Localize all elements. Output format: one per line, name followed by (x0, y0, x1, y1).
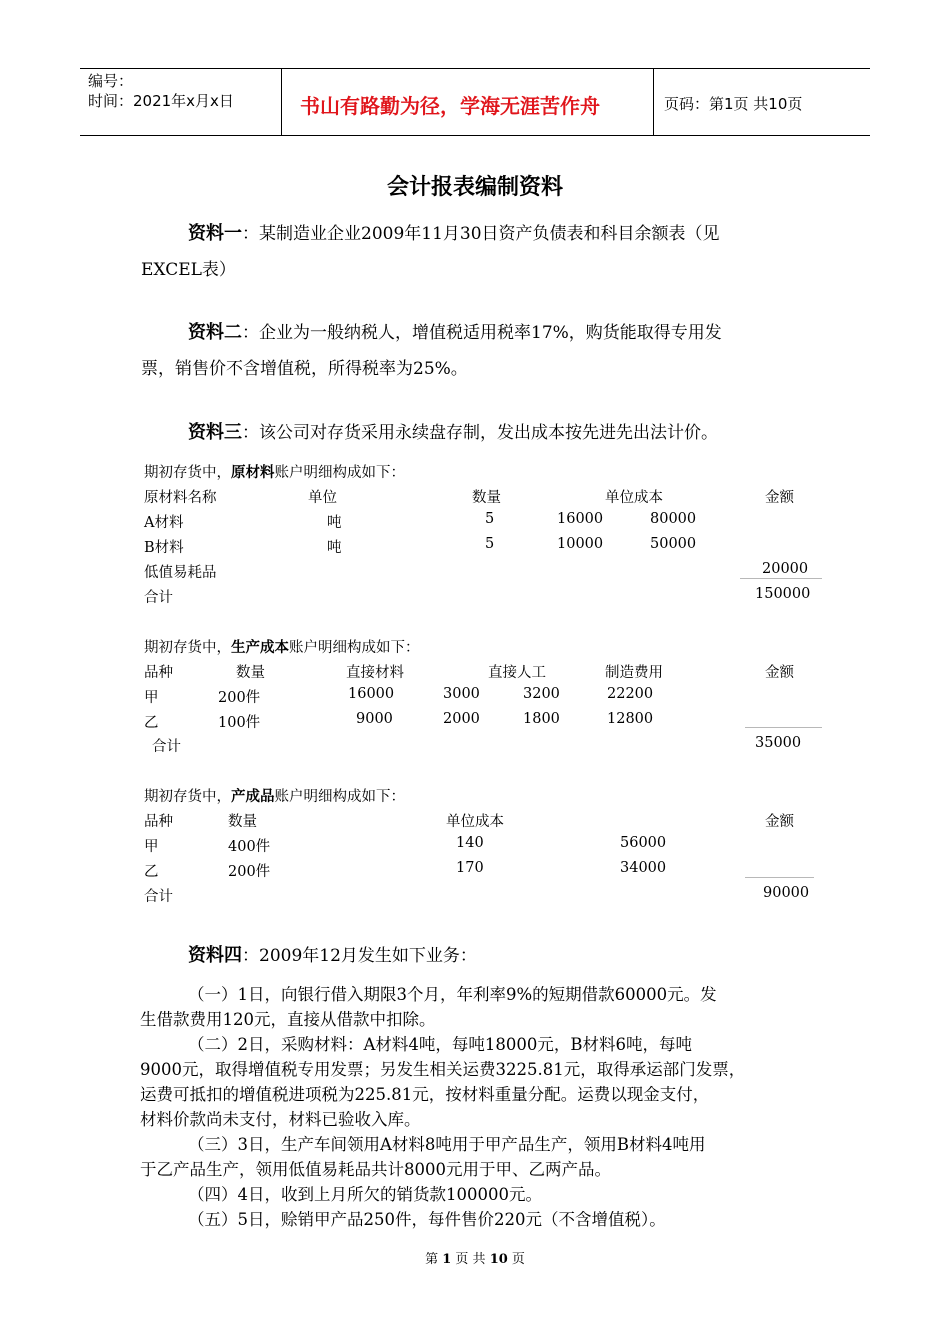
business-line: 生借款费用120元，直接从借款中扣除。 (140, 1010, 436, 1029)
rm-header-amount: 金额 (765, 490, 794, 506)
doc-time-label: 时间：2021年x月x日 (88, 92, 234, 110)
rm-header-unit-cost: 单位成本 (605, 490, 663, 506)
pc-row2-qty: 100件 (218, 715, 261, 731)
business-line: 9000元，取得增值税专用发票；另发生相关运费3225.81元，取得承运部门发票， (140, 1060, 746, 1079)
material1-line1 (188, 216, 720, 252)
material2-line2: 票，销售价不含增值税，所得税率为25%。 (141, 359, 468, 379)
rm-row2-unit: 吨 (327, 540, 342, 556)
business-line: （四）4日，收到上月所欠的销货款100000元。 (188, 1185, 542, 1204)
pc-total-label: 合计 (152, 739, 181, 755)
material3-text1: ：该公司对存货采用永续盘存制，发出成本按先进先出法计价。 (242, 423, 718, 443)
footer-suffix: 页 (511, 1252, 525, 1267)
intro-account: 原材料 (231, 465, 275, 481)
business-line: （二）2日，采购材料：A材料4吨，每吨18000元，B材料6吨，每吨 (188, 1035, 693, 1054)
page-footer (0, 1248, 950, 1267)
rm-total: 150000 (755, 586, 811, 602)
header-top-rule (80, 68, 870, 69)
rm-header-name: 原材料名称 (144, 490, 217, 506)
material1-line2: EXCEL表） (141, 260, 236, 280)
business-line: 于乙产品生产，领用低值易耗品共计8000元用于甲、乙两产品。 (140, 1160, 611, 1179)
business-line: （三）3日，生产车间领用A材料8吨用于甲产品生产，领用B材料4吨用 (188, 1135, 706, 1154)
header-divider-left (281, 68, 282, 136)
material4-text1: ：2009年12月发生如下业务： (242, 946, 477, 966)
business-line: （五）5日，赊销甲产品250件，每件售价220元（不含增值税）。 (188, 1210, 666, 1229)
pc-total: 35000 (755, 735, 802, 751)
pc-row1-overhead: 3200 (523, 686, 560, 702)
fg-row1-unit-cost: 140 (456, 835, 484, 851)
fg-row1-amount: 56000 (620, 835, 667, 851)
material3-label: 资料三 (188, 422, 242, 443)
footer-total-pages: 10 (489, 1252, 508, 1267)
doc-code-label: 编号： (88, 72, 134, 90)
rm-total-label: 合计 (144, 590, 173, 606)
footer-page-number: 1 (442, 1252, 452, 1267)
material2-text1: ：企业为一般纳税人，增值税适用税率17%，购货能取得专用发 (242, 323, 722, 343)
rm-header-qty: 数量 (472, 490, 501, 506)
pc-header-direct-labor: 直接人工 (488, 665, 546, 681)
fg-row2-kind: 乙 (144, 864, 159, 880)
pc-row1-direct-material: 16000 (348, 686, 395, 702)
pc-header-qty: 数量 (236, 665, 265, 681)
intro-suffix: 账户明细构成如下： (289, 640, 420, 656)
pc-row2-direct-material: 9000 (356, 711, 393, 727)
fg-header-unit-cost: 单位成本 (446, 814, 504, 830)
header-divider-right (653, 68, 654, 136)
fg-subtotal-rule (745, 877, 814, 878)
rm-row2-qty: 5 (485, 536, 495, 552)
page-title: 会计报表编制资料 (386, 175, 563, 200)
rm-row1-qty: 5 (485, 511, 495, 527)
rm-subtotal-rule (740, 578, 822, 579)
material3-line1 (188, 415, 718, 451)
rm-row1-unit: 吨 (327, 515, 342, 531)
production-cost-intro (144, 636, 420, 657)
intro-suffix: 账户明细构成如下： (274, 789, 405, 805)
intro-account: 产成品 (231, 789, 275, 805)
fg-header-kind: 品种 (144, 814, 173, 830)
pc-header-amount: 金额 (765, 665, 794, 681)
fg-row1-qty: 400件 (228, 839, 271, 855)
material1-label: 资料一 (188, 223, 242, 244)
rm-row1-name: A材料 (144, 515, 184, 531)
fg-row2-qty: 200件 (228, 864, 271, 880)
footer-middle: 页 共 (455, 1252, 486, 1267)
intro-prefix: 期初存货中， (144, 465, 231, 481)
raw-materials-intro (144, 461, 405, 482)
rm-row2-unit-cost: 10000 (557, 536, 604, 552)
material1-text1: ：某制造业企业2009年11月30日资产负债表和科目余额表（见 (242, 224, 720, 244)
pc-row1-amount: 22200 (607, 686, 654, 702)
pc-header-overhead: 制造费用 (605, 665, 663, 681)
pc-row2-kind: 乙 (144, 715, 159, 731)
rm-row2-amount: 50000 (650, 536, 697, 552)
pc-row1-qty: 200件 (218, 690, 261, 706)
header-motto: 书山有路勤为径，学海无涯苦作舟 (300, 94, 600, 118)
rm-header-unit: 单位 (308, 490, 337, 506)
intro-account: 生产成本 (231, 640, 289, 656)
business-line: 材料价款尚未支付，材料已验收入库。 (140, 1110, 421, 1129)
business-line: （一）1日，向银行借入期限3个月，年利率9%的短期借款60000元。发 (188, 985, 717, 1004)
footer-prefix: 第 (425, 1252, 439, 1267)
rm-row1-amount: 80000 (650, 511, 697, 527)
header-page-label: 页码：第1页 共10页 (664, 95, 803, 113)
material4-line1 (188, 938, 477, 974)
pc-row1-direct-labor: 3000 (443, 686, 480, 702)
rm-row1-unit-cost: 16000 (557, 511, 604, 527)
finished-goods-intro (144, 785, 405, 806)
intro-suffix: 账户明细构成如下： (274, 465, 405, 481)
fg-total: 90000 (763, 885, 810, 901)
fg-header-qty: 数量 (228, 814, 257, 830)
fg-row2-amount: 34000 (620, 860, 667, 876)
material2-label: 资料二 (188, 322, 242, 343)
pc-row2-overhead: 1800 (523, 711, 560, 727)
pc-header-direct-material: 直接材料 (346, 665, 404, 681)
pc-header-kind: 品种 (144, 665, 173, 681)
material4-label: 资料四 (188, 945, 242, 966)
fg-row1-kind: 甲 (144, 839, 159, 855)
pc-row2-direct-labor: 2000 (443, 711, 480, 727)
header-bottom-rule (80, 135, 870, 136)
pc-subtotal-rule (745, 727, 822, 728)
pc-row2-amount: 12800 (607, 711, 654, 727)
fg-header-amount: 金额 (765, 814, 794, 830)
rm-low-value-label: 低值易耗品 (144, 565, 217, 581)
pc-row1-kind: 甲 (144, 690, 159, 706)
intro-prefix: 期初存货中， (144, 640, 231, 656)
rm-row2-name: B材料 (144, 540, 184, 556)
business-line: 运费可抵扣的增值税进项税为225.81元，按材料重量分配。运费以现金支付， (140, 1085, 710, 1104)
intro-prefix: 期初存货中， (144, 789, 231, 805)
material2-line1 (188, 315, 722, 351)
fg-total-label: 合计 (144, 889, 173, 905)
fg-row2-unit-cost: 170 (456, 860, 484, 876)
rm-low-value-amount: 20000 (762, 561, 809, 577)
